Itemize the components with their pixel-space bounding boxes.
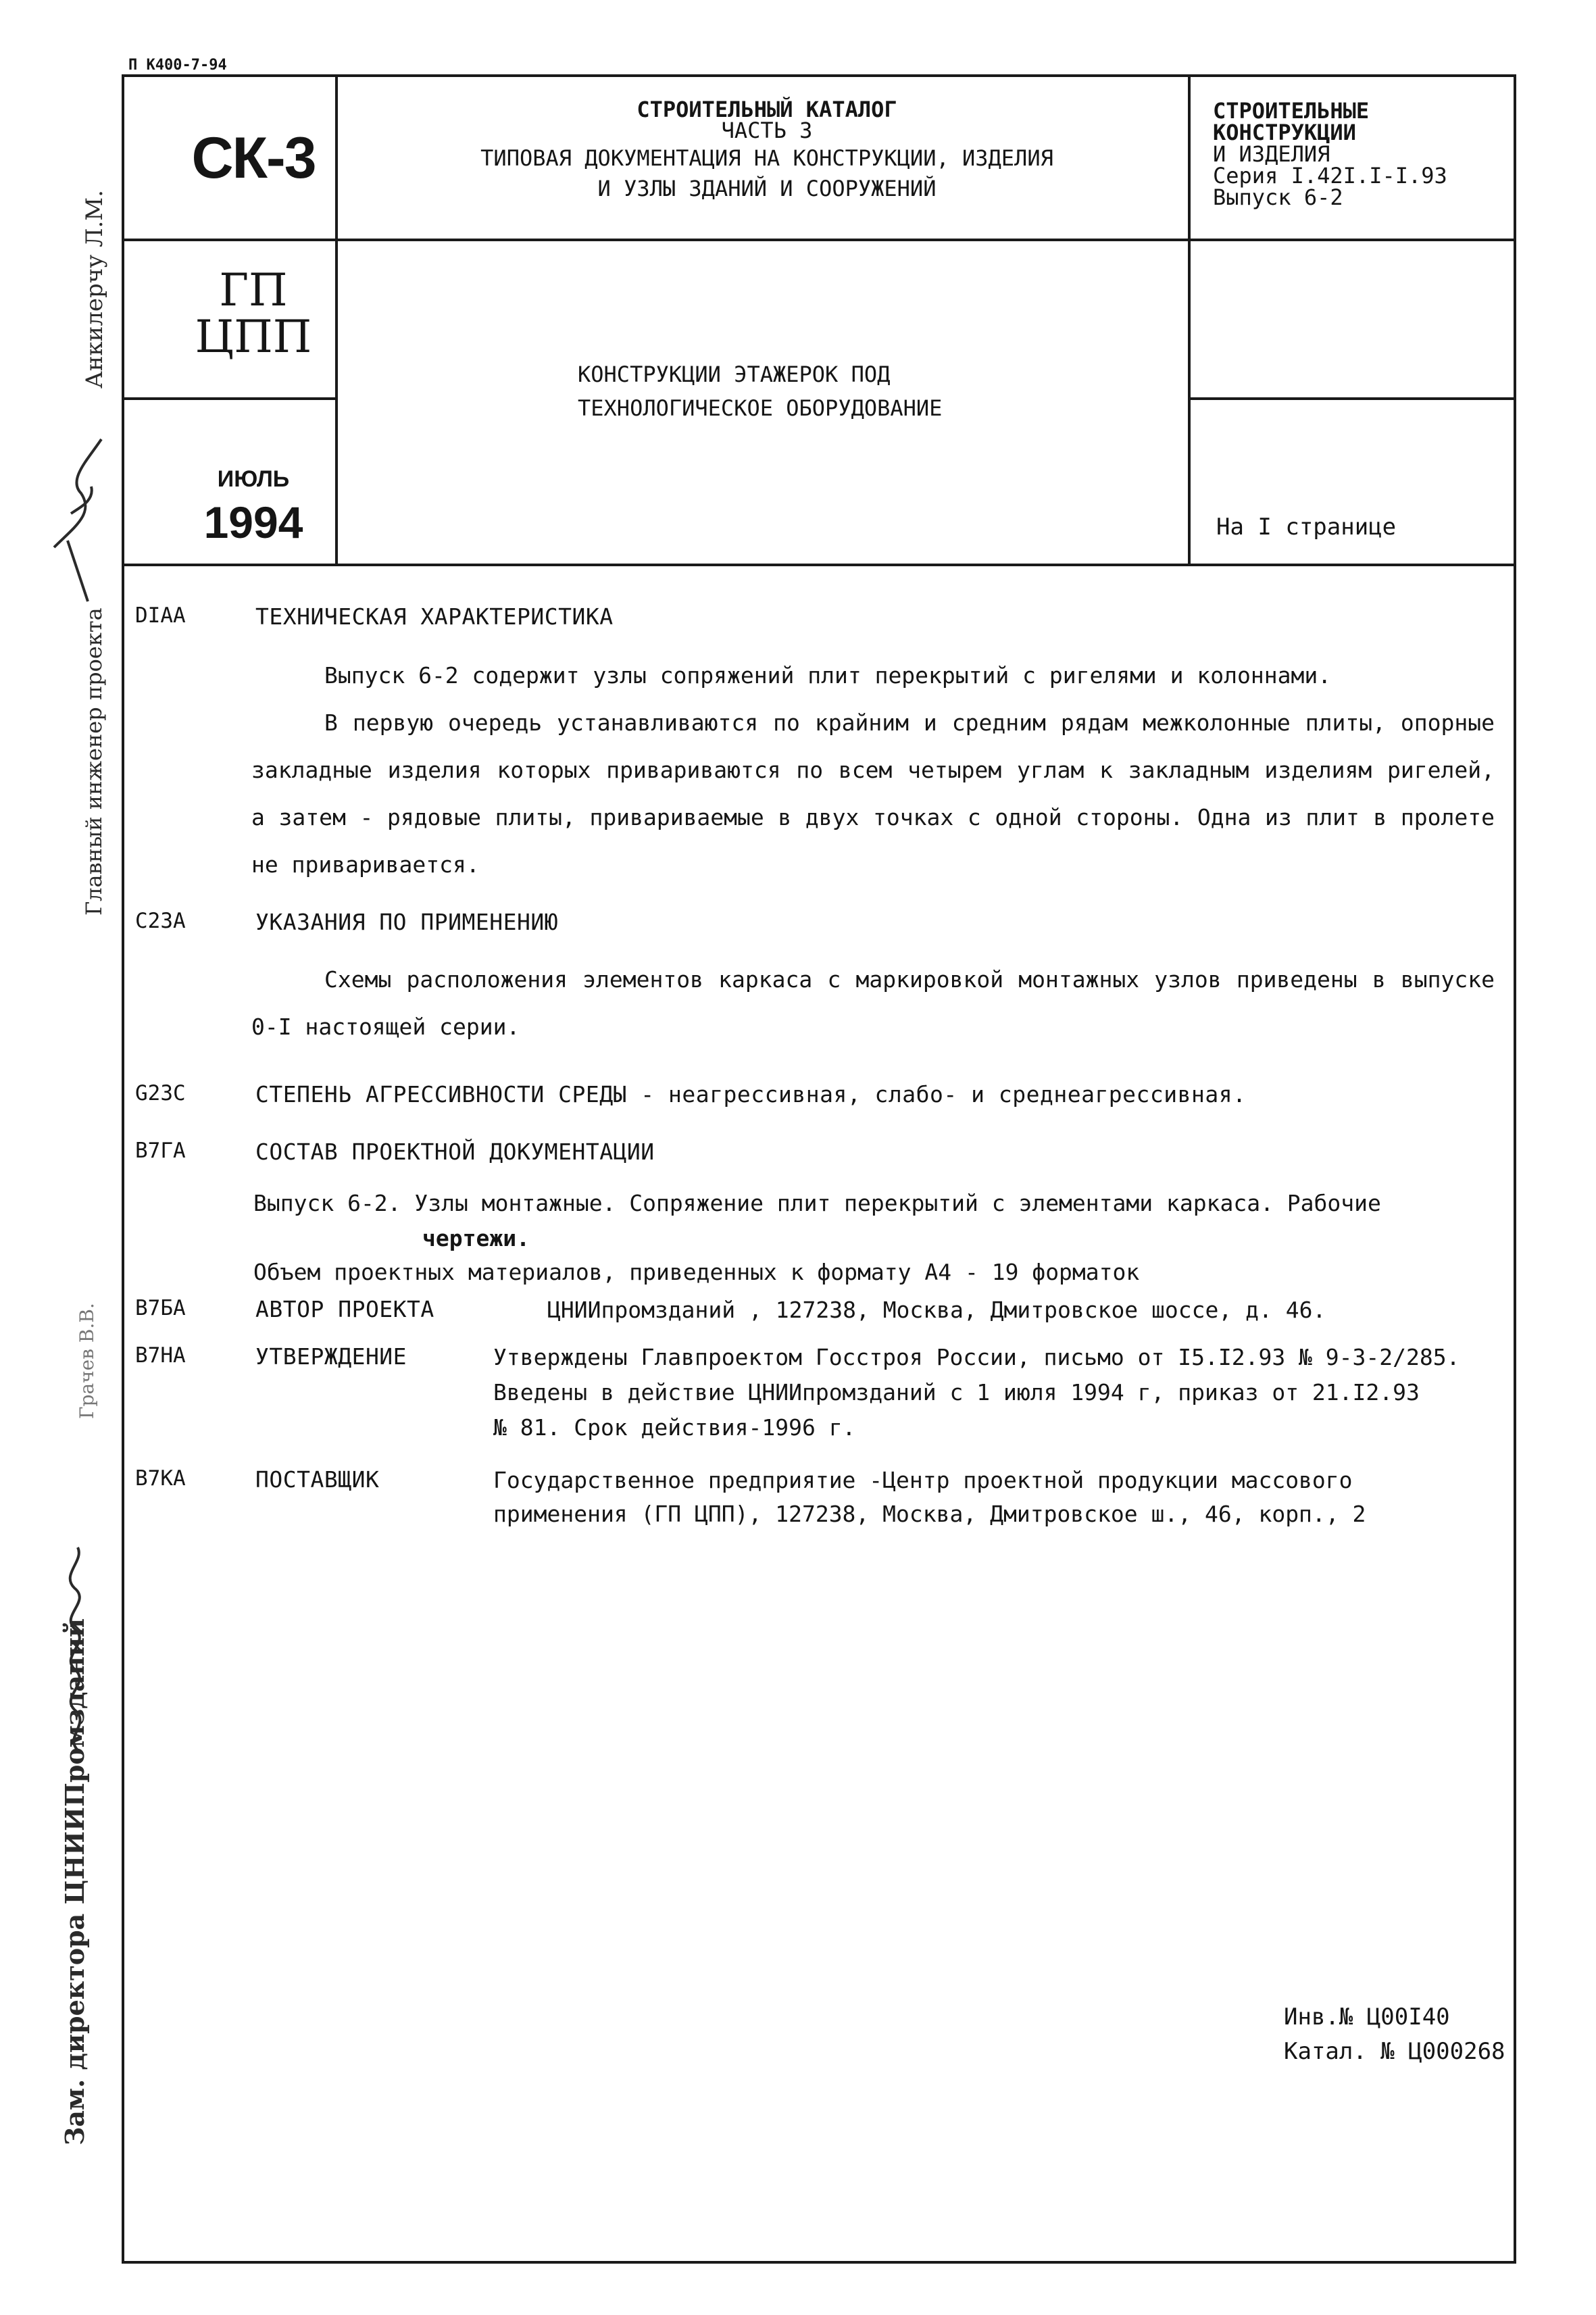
section-code: G23C bbox=[135, 1081, 186, 1105]
supplier-line-1: Государственное предприятие -Центр проектной продукции массового bbox=[493, 1467, 1353, 1493]
inventory-block bbox=[1284, 2000, 1505, 2069]
signature-deputy-director bbox=[37, 1541, 111, 1757]
inventory-number: Инв.№ Ц00I40 bbox=[1284, 2003, 1450, 2031]
supplier-line-2: применения (ГП ЦПП), 127238, Москва, Дмитровское ш., 46, корп., 2 bbox=[493, 1501, 1366, 1527]
characteristics-paragraph-2: В первую очередь устанавливаются по крайним и средним рядам межколонные плиты, опорные закладные изделия которых привариваются по всем четырем углам к закладным изделиям ригелей, а затем - рядовые плиты, привариваемые в двух точках с одной стороны. Одна из плит в пролете не приваривается. bbox=[251, 710, 1495, 878]
section-line-1: СТРОИТЕЛЬНЫЕ bbox=[1213, 98, 1370, 124]
catalog-desc-2: И УЗЛЫ ЗДАНИЙ И СООРУЖЕНИЙ bbox=[597, 175, 937, 201]
document-code: П К400-7-94 bbox=[128, 57, 227, 74]
subject-line-1: КОНСТРУКЦИИ ЭТАЖЕРОК ПОД bbox=[578, 362, 891, 387]
catalog-heading bbox=[345, 97, 1189, 202]
composition-line-2: чертежи. bbox=[422, 1225, 530, 1251]
issue-year: 1994 bbox=[203, 497, 303, 547]
org-line-1: ГП bbox=[219, 264, 288, 316]
section-title-supplier: ПОСТАВЩИК bbox=[255, 1466, 380, 1493]
aggressiveness-value: - неагрессивная, слабо- и среднеагрессивная. bbox=[626, 1081, 1247, 1107]
deputy-director-name: Грачев В.В. bbox=[76, 1303, 98, 1419]
catalog-code: СК-3 bbox=[191, 126, 316, 191]
composition-line-1: Выпуск 6-2. Узлы монтажные. Сопряжение плит перекрытий с элементами каркаса. Рабочие bbox=[253, 1190, 1381, 1216]
section-code: DIAA bbox=[135, 603, 186, 628]
usage-paragraph: Схемы расположения элементов каркаса с маркировкой монтажных узлов приведены в выпуске 0-I настоящей серии. bbox=[251, 966, 1495, 1040]
pages-count: На I странице bbox=[1216, 514, 1397, 541]
section-line-3: И ИЗДЕЛИЯ bbox=[1213, 141, 1330, 167]
organization-block bbox=[135, 264, 372, 364]
section-line-2: КОНСТРУКЦИИ bbox=[1213, 120, 1356, 145]
section-aggressiveness bbox=[255, 1081, 1246, 1107]
section-code: С23А bbox=[135, 909, 186, 933]
characteristics-paragraph-1: Выпуск 6-2 содержит узлы сопряжений плит перекрытий с ригелями и колоннами. bbox=[324, 662, 1332, 689]
org-line-2: ЦПП bbox=[195, 311, 312, 364]
catalog-title: СТРОИТЕЛЬНЫЙ КАТАЛОГ bbox=[637, 97, 897, 122]
series-number: Серия I.42I.I-I.93 bbox=[1213, 163, 1447, 189]
author-text: ЦНИИпромзданий , 127238, Москва, Дмитровское шоссе, д. 46. bbox=[547, 1297, 1326, 1323]
issue-number: Выпуск 6-2 bbox=[1213, 184, 1343, 210]
section-title-composition: СОСТАВ ПРОЕКТНОЙ ДОКУМЕНТАЦИИ bbox=[255, 1139, 655, 1165]
section-title-author: АВТОР ПРОЕКТА bbox=[255, 1296, 434, 1322]
section-code: В7БА bbox=[135, 1296, 186, 1320]
approval-line-3: № 81. Срок действия-1996 г. bbox=[493, 1414, 856, 1441]
section-title-approval: УТВЕРЖДЕНИЕ bbox=[255, 1343, 407, 1370]
deputy-director-label: Зам. директора ЦНИИПромзданий bbox=[59, 1618, 90, 2145]
section-title-aggressiveness: СТЕПЕНЬ АГРЕССИВНОСТИ СРЕДЫ bbox=[255, 1081, 627, 1107]
subject-block bbox=[578, 358, 942, 425]
catalog-part: ЧАСТЬ 3 bbox=[721, 117, 813, 143]
subject-line-2: ТЕХНОЛОГИЧЕСКОЕ ОБОРУДОВАНИЕ bbox=[578, 395, 943, 421]
catalog-number: Катал. № Ц000268 bbox=[1284, 2038, 1505, 2065]
catalog-desc-1: ТИПОВАЯ ДОКУМЕНТАЦИЯ НА КОНСТРУКЦИИ, ИЗДЕЛИЯ bbox=[480, 145, 1053, 171]
chief-engineer-name: Анкилерчу Л.М. bbox=[81, 190, 108, 389]
approval-line-2: Введены в действие ЦНИИпромзданий с 1 июля 1994 г, приказ от 21.I2.93 bbox=[493, 1379, 1420, 1405]
section-code: В7КА bbox=[135, 1466, 186, 1491]
issue-month: ИЮЛЬ bbox=[217, 466, 290, 492]
chief-engineer-label: Главный инженер проекта bbox=[81, 607, 107, 916]
approval-line-1: Утверждены Главпроектом Госстроя России, письмо от I5.I2.93 № 9-3-2/285. bbox=[493, 1344, 1460, 1370]
section-title-characteristics: ТЕХНИЧЕСКАЯ ХАРАКТЕРИСТИКА bbox=[255, 603, 614, 630]
signature-chief-engineer bbox=[41, 432, 115, 608]
composition-line-3: Объем проектных материалов, приведенных к формату А4 - 19 форматок bbox=[253, 1259, 1140, 1285]
section-code: В7ГА bbox=[135, 1139, 186, 1163]
section-title-usage: УКАЗАНИЯ ПО ПРИМЕНЕНИЮ bbox=[255, 909, 559, 935]
series-block bbox=[1213, 100, 1497, 208]
section-code: В7НА bbox=[135, 1343, 186, 1368]
